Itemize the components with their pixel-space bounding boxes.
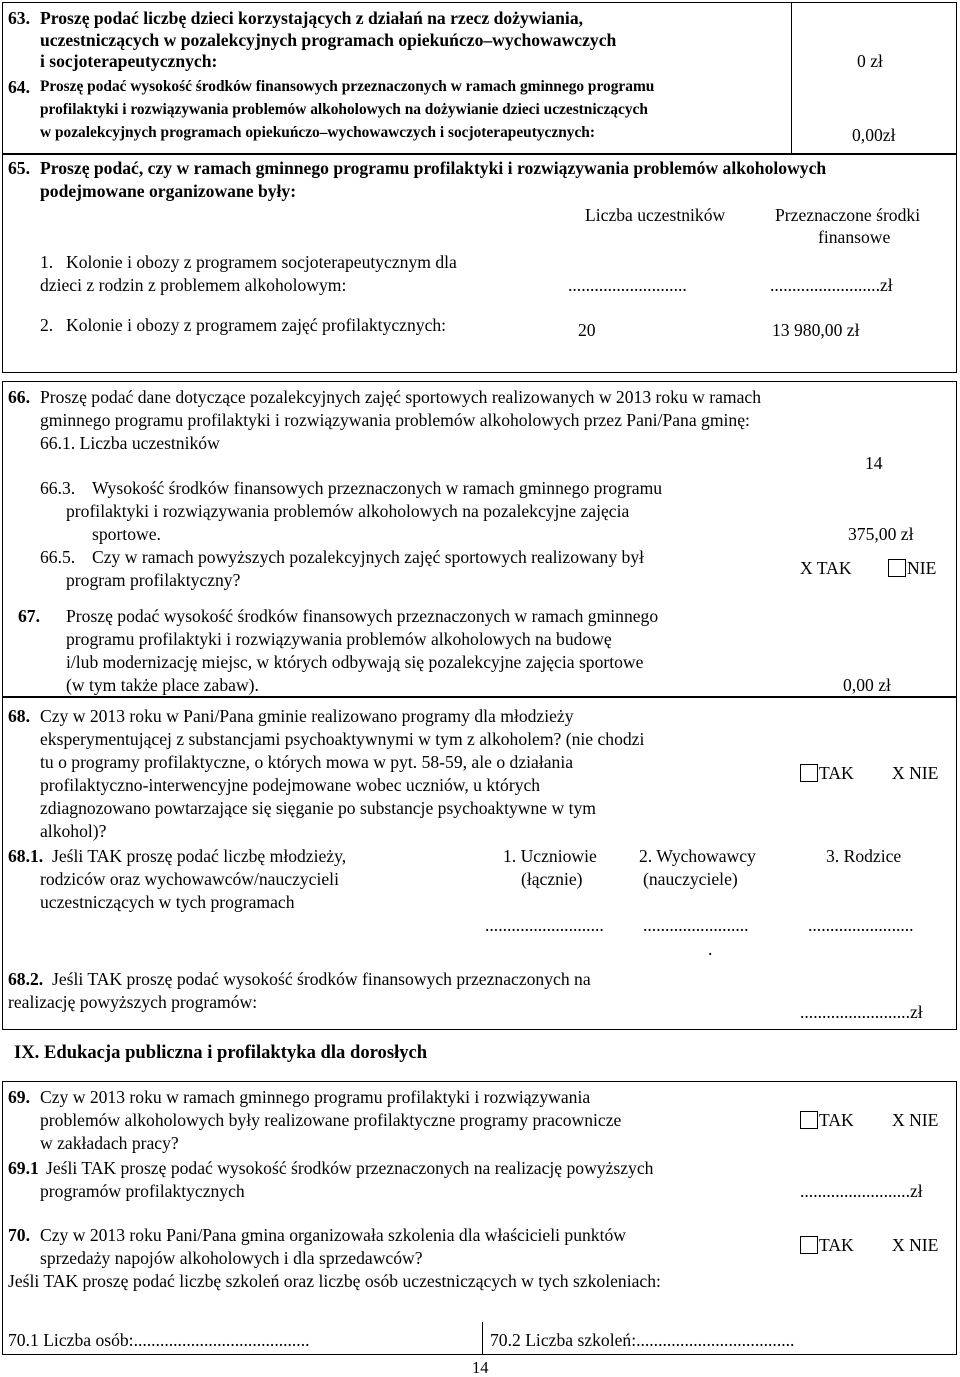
- q68-2-text-2: realizację powyższych programów:: [8, 992, 258, 1012]
- q70-text-1: Czy w 2013 roku Pani/Pana gmina organizowała szkolenia dla właścicieli punktów: [40, 1225, 626, 1245]
- q66-3-value[interactable]: 375,00 zł: [848, 524, 914, 544]
- q66-text-2: gminnego programu profilaktyki i rozwiązywania problemów alkoholowych przez Pani/Pana gminę:: [40, 410, 750, 430]
- q70-number: 70.: [8, 1225, 30, 1245]
- q64-text-2: profilaktyki i rozwiązywania problemów alkoholowych na dożywianie dzieci uczestniczących: [40, 101, 648, 118]
- section-title: IX. Edukacja publiczna i profilaktyka dla dorosłych: [14, 1042, 428, 1063]
- q66-5-no-option[interactable]: [888, 558, 936, 578]
- q65-row2-text: Kolonie i obozy z programem zajęć profilaktycznych:: [66, 315, 447, 335]
- q68-1-students-header-1: 1. Uczniowie: [503, 846, 597, 866]
- q65-row2-funds[interactable]: 13 980,00 zł: [772, 320, 860, 340]
- q66-1-label: 66.1. Liczba uczestników: [40, 433, 220, 453]
- q66-number: 66.: [8, 387, 30, 407]
- q66-3-text-1: Wysokość środków finansowych przeznaczonych w ramach gminnego programu: [92, 478, 663, 498]
- q65-row1-text-2: dzieci z rodzin z problemem alkoholowym:: [40, 275, 347, 295]
- q69-1-value[interactable]: .........................zł: [800, 1181, 923, 1201]
- q68-1-students-value[interactable]: ...........................: [485, 915, 604, 935]
- q68-yes-option[interactable]: [800, 763, 854, 783]
- q68-1-teachers-header-1: 2. Wychowawcy: [639, 846, 756, 866]
- q68-no-option[interactable]: X NIE: [892, 763, 939, 783]
- q69-yes-label: TAK: [819, 1110, 854, 1130]
- q68-text-3: tu o programy profilaktyczne, o których mowa w pyt. 58-59, ale o działania: [40, 752, 574, 772]
- q65-number: 65.: [8, 158, 30, 178]
- q67-answer[interactable]: 0,00 zł: [843, 675, 891, 695]
- q66-5-text-2: program profilaktyczny?: [66, 570, 241, 590]
- q68-2-number: 68.2.: [8, 969, 44, 989]
- q67-text-3: i/lub modernizację miejsc, w których odbywają się pozalekcyjne zajęcia sportowe: [66, 652, 644, 672]
- q70-1-persons-field[interactable]: 70.1 Liczba osób:........................................: [8, 1330, 310, 1350]
- q65-row2-number: 2.: [40, 315, 54, 335]
- q68-number: 68.: [8, 706, 30, 726]
- q68-text-6: alkohol)?: [40, 821, 107, 841]
- q63-text-3: i socjoterapeutycznych:: [40, 51, 218, 71]
- q66-5-no-label: NIE: [907, 558, 937, 578]
- q66-5-yes-option[interactable]: X TAK: [800, 558, 852, 578]
- q65-row1-text-1: Kolonie i obozy z programem socjoterapeutycznym dla: [66, 252, 457, 272]
- q68-1-teachers-header-2: (nauczyciele): [643, 869, 738, 889]
- q63-text-2: uczestniczących w pozalekcyjnych programach opiekuńczo–wychowawczych: [40, 30, 617, 50]
- q64-text-3: w pozalekcyjnych programach opiekuńczo–wychowawczych i socjoterapeutycznych:: [40, 124, 595, 141]
- q66-3-number: 66.3.: [40, 478, 76, 498]
- q68-1-teachers-value[interactable]: ........................: [643, 915, 749, 935]
- q67-text-2: programu profilaktyki i rozwiązywania problemów alkoholowych na budowę: [66, 629, 612, 649]
- q69-text-2: problemów alkoholowych były realizowane profilaktyczne programy pracownicze: [40, 1110, 622, 1130]
- q64-text-1: Proszę podać wysokość środków finansowych przeznaczonych w ramach gminnego programu: [40, 78, 655, 95]
- q65-col-funds-1: Przeznaczone środki: [775, 205, 921, 225]
- q69-number: 69.: [8, 1087, 30, 1107]
- q70-followup: Jeśli TAK proszę podać liczbę szkoleń oraz liczbę osób uczestniczących w tych szkoleniach:: [8, 1271, 661, 1291]
- q65-text-1: Proszę podać, czy w ramach gminnego programu profilaktyki i rozwiązywania problemów alkoholowych: [40, 158, 827, 178]
- q68-text-1: Czy w 2013 roku w Pani/Pana gminie realizowano programy dla młodzieży: [40, 706, 574, 726]
- q66-text-1: Proszę podać dane dotyczące pozalekcyjnych zajęć sportowych realizowanych w 2013 roku w ramach: [40, 387, 762, 407]
- q64-number: 64.: [8, 77, 30, 97]
- q65-col-participants: Liczba uczestników: [585, 205, 726, 225]
- q65-row2-participants[interactable]: 20: [578, 320, 596, 340]
- q70-text-2: sprzedaży napojów alkoholowych i dla sprzedawców?: [40, 1248, 423, 1268]
- q70-yes-checkbox[interactable]: [800, 1236, 818, 1254]
- q69-yes-checkbox[interactable]: [800, 1111, 818, 1129]
- q70-2-trainings-field[interactable]: 70.2 Liczba szkoleń:....................................: [490, 1330, 795, 1350]
- q68-2-text-1: Jeśli TAK proszę podać wysokość środków finansowych przeznaczonych na: [52, 969, 591, 989]
- q69-text-1: Czy w 2013 roku w ramach gminnego programu profilaktyki i rozwiązywania: [40, 1087, 591, 1107]
- q70-yes-option[interactable]: [800, 1235, 854, 1255]
- q66-5-no-checkbox[interactable]: [888, 559, 906, 577]
- q68-text-5: zdiagnozowano powtarzające się sięganie po substancje psychoaktywne w tym: [40, 798, 596, 818]
- q68-1-teachers-value-dot: .: [708, 939, 713, 959]
- q63-text-1: Proszę podać liczbę dzieci korzystających z działań na rzecz dożywiania,: [40, 8, 584, 28]
- q68-yes-label: TAK: [819, 763, 854, 783]
- q63-answer[interactable]: 0 zł: [857, 51, 883, 71]
- q66-3-text-3: sportowe.: [92, 524, 161, 544]
- q66-1-value[interactable]: 14: [865, 453, 883, 473]
- q67-text-4: (w tym także place zabaw).: [66, 675, 259, 695]
- q68-text-4: profilaktyczno-interwencyjne podejmowane wobec uczniów, u których: [40, 775, 541, 795]
- q63-number: 63.: [8, 8, 30, 28]
- q69-text-3: w zakładach pracy?: [40, 1133, 179, 1153]
- q68-yes-checkbox[interactable]: [800, 764, 818, 782]
- q68-1-parents-value[interactable]: ........................: [808, 915, 914, 935]
- q65-row1-number: 1.: [40, 252, 54, 272]
- q70-bottom-divider: [482, 1322, 483, 1355]
- q69-no-option[interactable]: X NIE: [892, 1110, 939, 1130]
- q65-row1-participants[interactable]: ...........................: [568, 275, 687, 295]
- q68-1-text-3: uczestniczących w tych programach: [40, 892, 295, 912]
- q67-number: 67.: [18, 606, 40, 626]
- q68-text-2: eksperymentującej z substancjami psychoaktywnymi w tym z alkoholem? (nie chodzi: [40, 729, 645, 749]
- q66-5-text-1: Czy w ramach powyższych pozalekcyjnych zajęć sportowych realizowany był: [92, 547, 645, 567]
- q64-answer[interactable]: 0,00zł: [852, 125, 896, 145]
- q68-1-text-1: Jeśli TAK proszę podać liczbę młodzieży,: [52, 846, 347, 866]
- q68-1-parents-header: 3. Rodzice: [826, 846, 902, 866]
- q69-1-text-1: Jeśli TAK proszę podać wysokość środków przeznaczonych na realizację powyższych: [46, 1158, 654, 1178]
- q69-1-text-2: programów profilaktycznych: [40, 1181, 245, 1201]
- q63-q64-divider: [791, 2, 792, 155]
- q69-yes-option[interactable]: [800, 1110, 854, 1130]
- q65-col-funds-2: finansowe: [818, 227, 891, 247]
- q65-text-2: podejmowane organizowane były:: [40, 181, 297, 201]
- q70-no-option[interactable]: X NIE: [892, 1235, 939, 1255]
- q68-1-text-2: rodziców oraz wychowawców/nauczycieli: [40, 869, 339, 889]
- q66-3-text-2: profilaktyki i rozwiązywania problemów alkoholowych na pozalekcyjne zajęcia: [66, 501, 630, 521]
- page-number: 14: [472, 1358, 489, 1377]
- q70-yes-label: TAK: [819, 1235, 854, 1255]
- q65-row1-funds[interactable]: .........................zł: [770, 275, 893, 295]
- q68-2-value[interactable]: .........................zł: [800, 1002, 923, 1022]
- q68-1-number: 68.1.: [8, 846, 44, 866]
- q69-1-number: 69.1: [8, 1158, 39, 1178]
- q67-text-1: Proszę podać wysokość środków finansowych przeznaczonych w ramach gminnego: [66, 606, 659, 626]
- q66-5-number: 66.5.: [40, 547, 76, 567]
- q68-1-students-header-2: (łącznie): [521, 869, 583, 889]
